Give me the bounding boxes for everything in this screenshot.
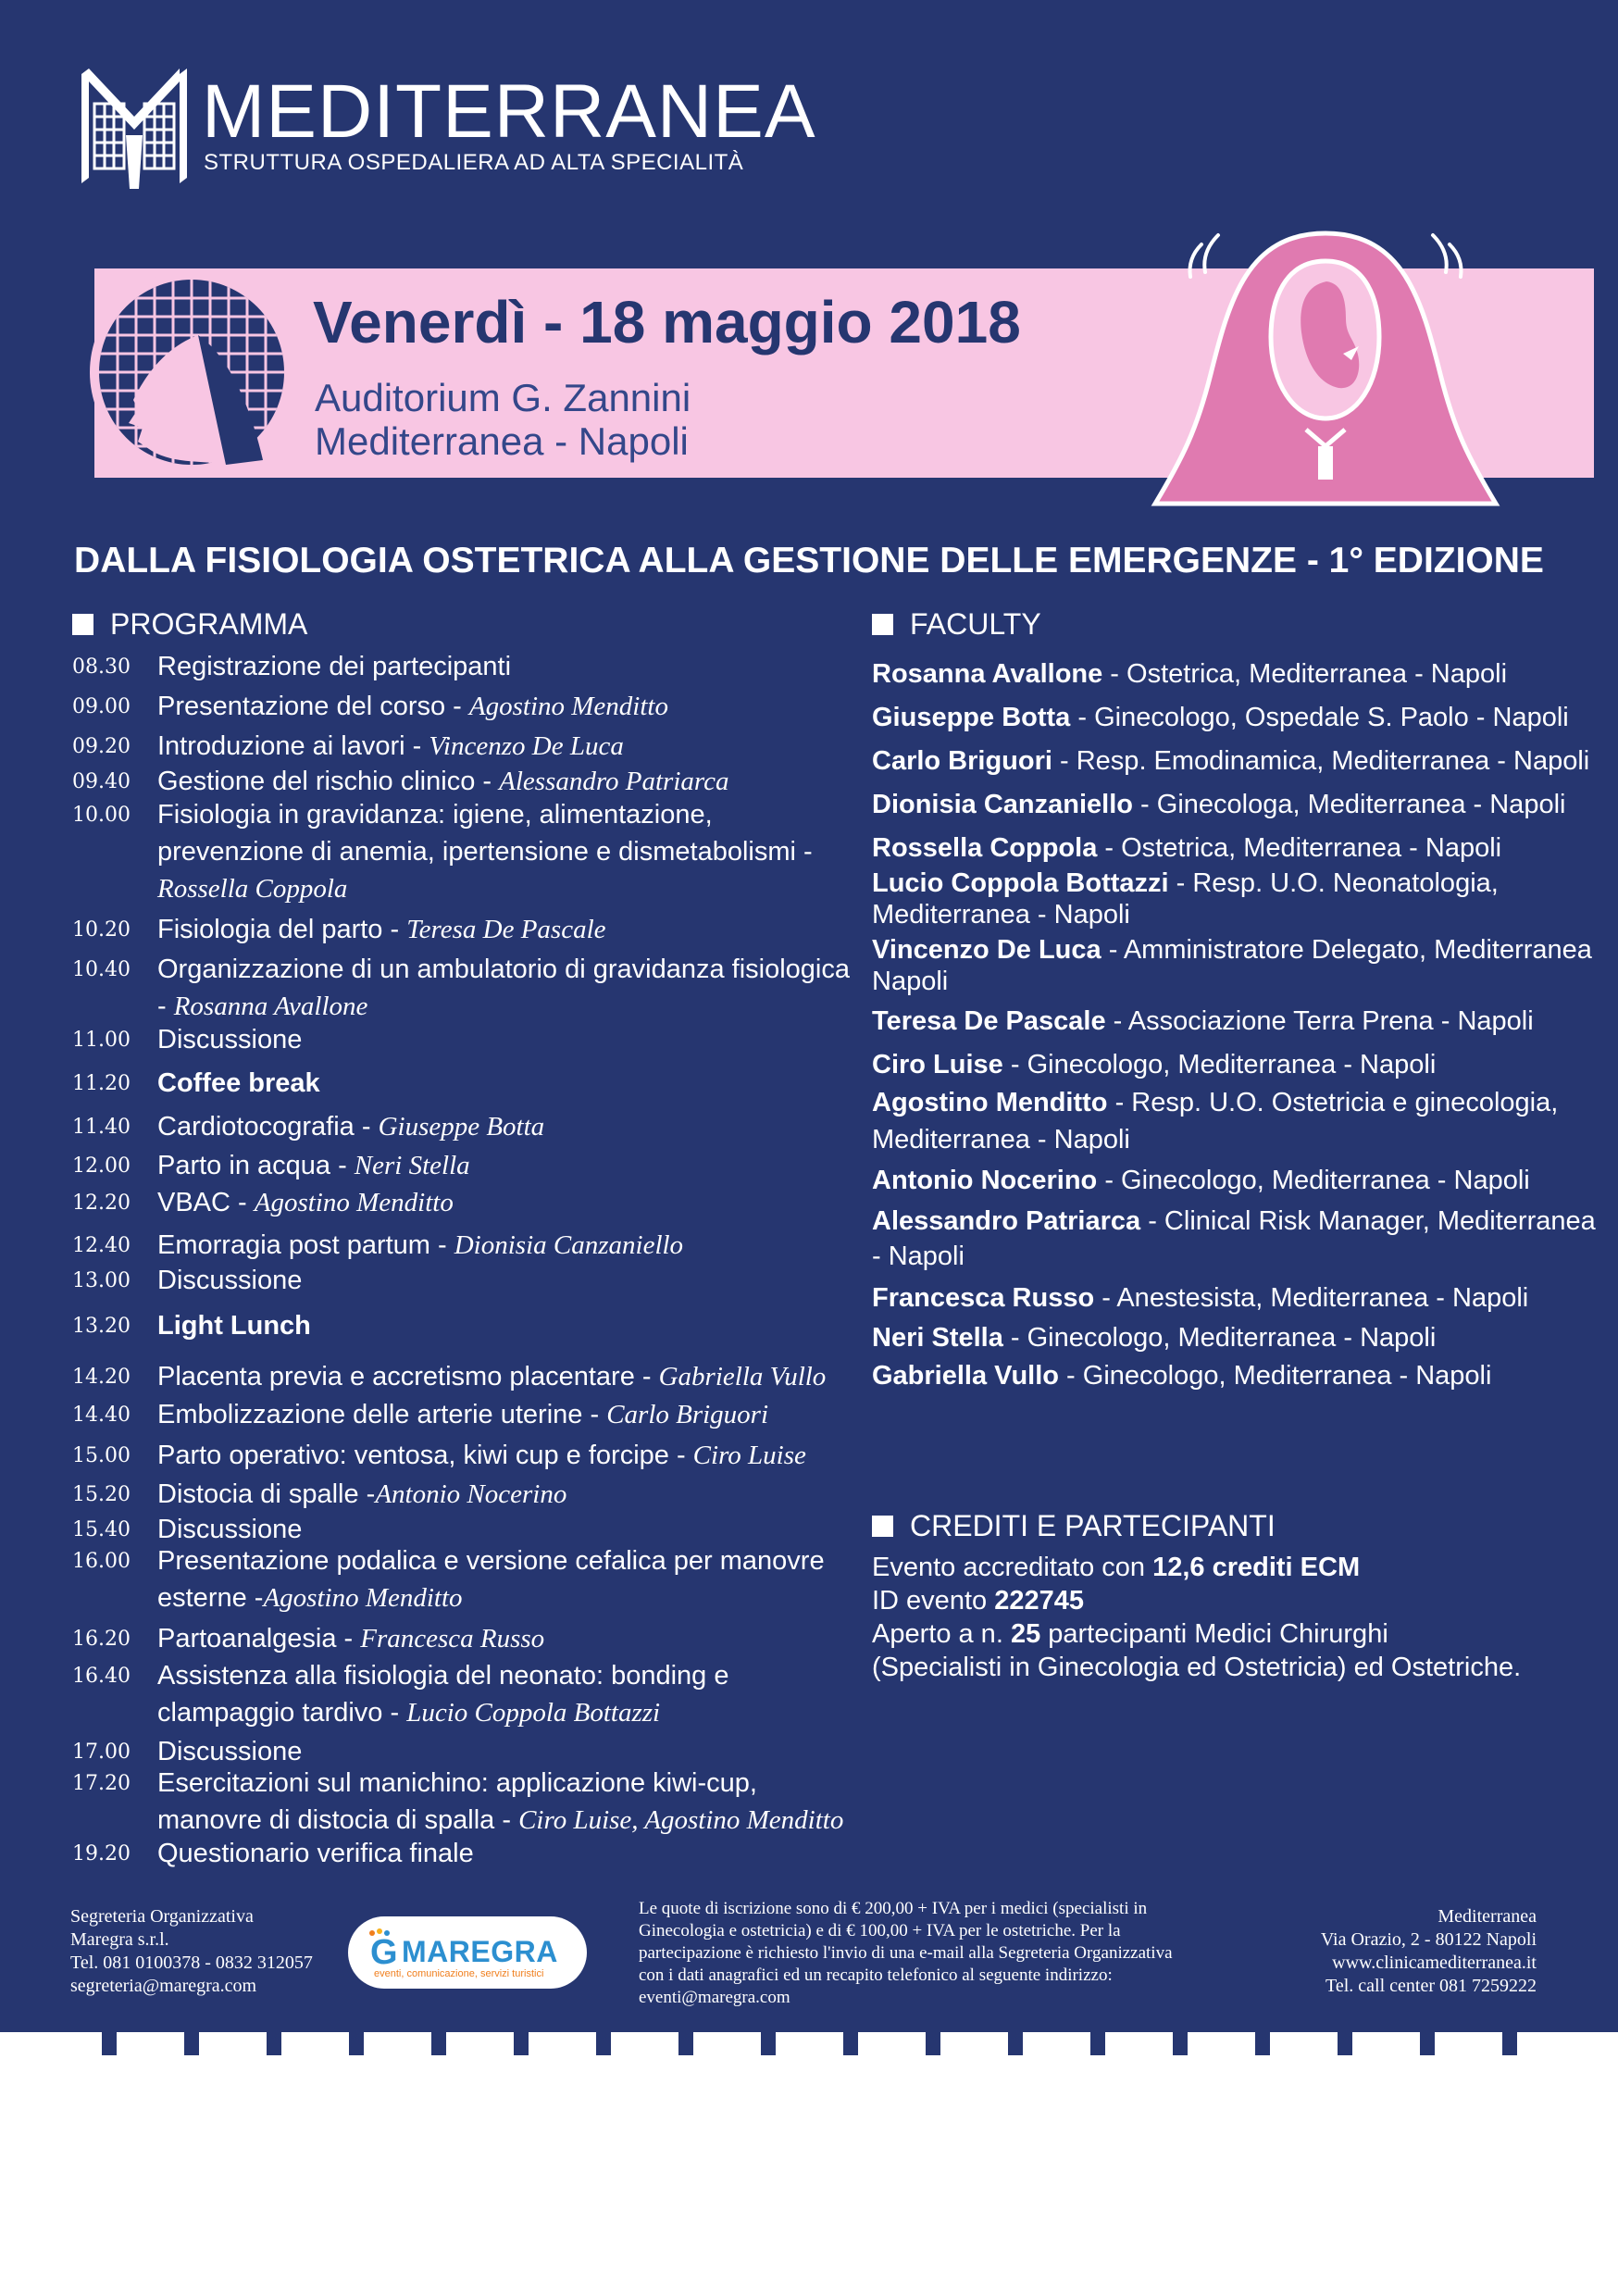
- crop-tick: [1173, 2030, 1188, 2055]
- footer-right-line: Via Orazio, 2 - 80122 Napoli: [1320, 1929, 1537, 1950]
- activity-text: Distocia di spalle -: [157, 1479, 376, 1509]
- footer-right-line: Tel. call center 081 7259222: [1326, 1976, 1537, 1996]
- faculty-role: - Resp. U.O. Ostetricia e ginecologia, Mediterranea - Napoli: [872, 1088, 1559, 1154]
- faculty-name: Neri Stella: [872, 1323, 1003, 1353]
- activity-text: Discussione: [157, 1266, 303, 1295]
- participants-prefix: Aperto a n.: [872, 1619, 1011, 1649]
- program-time: 09.20: [72, 735, 131, 758]
- maregra-logo: [348, 1916, 587, 1989]
- page-margin: [0, 2032, 1618, 2296]
- crop-tick: [431, 2030, 446, 2055]
- program-activity: [157, 796, 850, 907]
- crop-tick: [349, 2030, 364, 2055]
- program-row: [72, 796, 850, 907]
- faculty-name: Lucio Coppola Bottazzi: [872, 868, 1169, 898]
- credits-block: [872, 1551, 1594, 1684]
- participants-count: 25: [1010, 1619, 1041, 1649]
- credits-accredited: [872, 1551, 1594, 1584]
- program-row: [72, 1147, 850, 1184]
- credits-heading-label: CREDITI E PARTECIPANTI: [910, 1509, 1276, 1542]
- program-row: [72, 648, 850, 685]
- crop-tick: [1338, 2030, 1352, 2055]
- program-activity: [157, 1657, 850, 1731]
- faculty-name: Dionisia Canzaniello: [872, 790, 1133, 819]
- bell-fetus-icon: [1137, 207, 1514, 513]
- activity-text: Organizzazione di un ambulatorio di gravidanza fisiologica -: [157, 955, 850, 1021]
- footer-right-line: www.clinicamediterranea.it: [1332, 1953, 1537, 1973]
- program-activity: [157, 1262, 850, 1299]
- speaker-name: Carlo Briguori: [606, 1400, 769, 1429]
- faculty-member: [872, 867, 1603, 930]
- program-row: [72, 1065, 850, 1102]
- event-id-label: ID evento: [872, 1586, 995, 1616]
- brand-name: MEDITERRANEA: [202, 69, 816, 154]
- program-activity: [157, 1396, 850, 1433]
- program-activity: [157, 911, 850, 948]
- program-time: 16.00: [72, 1550, 131, 1573]
- crop-tick: [761, 2030, 776, 2055]
- faculty-member: [872, 831, 1603, 866]
- brand-subtitle: STRUTTURA OSPEDALIERA AD ALTA SPECIALITÀ: [204, 150, 744, 175]
- faculty-member: [872, 788, 1603, 822]
- program-time: 09.00: [72, 695, 131, 718]
- square-bullet-icon: [872, 1516, 893, 1537]
- faculty-member: [872, 1164, 1603, 1198]
- program-heading: [72, 607, 307, 642]
- credits-specialists: (Specialisti in Ginecologia ed Ostetricia) ed Ostetriche.: [872, 1653, 1522, 1682]
- faculty-member: [872, 1048, 1603, 1082]
- program-activity: [157, 1542, 850, 1616]
- program-row: [72, 1657, 850, 1731]
- mediterranea-logo-icon: [81, 69, 187, 189]
- program-row: [72, 951, 850, 1025]
- maregra-tagline: eventi, comunicazione, servizi turistici: [374, 1968, 544, 1979]
- speaker-name: Ciro Luise: [692, 1441, 806, 1470]
- faculty-member: [872, 744, 1603, 779]
- program-row: [72, 1620, 850, 1657]
- program-time: 14.40: [72, 1404, 131, 1427]
- faculty-role: - Associazione Terra Prena - Napoli: [1105, 1006, 1534, 1036]
- organizing-secretariat: [70, 1905, 313, 1998]
- footer-left-line: Segreteria Organizzativa: [70, 1906, 254, 1927]
- faculty-role: - Ostetrica, Mediterranea - Napoli: [1102, 659, 1508, 689]
- program-time: 19.20: [72, 1842, 131, 1866]
- footer-left-line: Tel. 081 0100378 - 0832 312057: [70, 1953, 313, 1973]
- activity-text: Fisiologia del parto -: [157, 915, 407, 944]
- square-bullet-icon: [72, 614, 93, 635]
- program-time: 08.30: [72, 655, 131, 679]
- program-time: 15.40: [72, 1518, 131, 1541]
- faculty-name: Carlo Briguori: [872, 746, 1052, 776]
- program-time: 11.00: [72, 1029, 131, 1052]
- program-time: 11.40: [72, 1116, 131, 1139]
- credits-accredited-prefix: Evento accreditato con: [872, 1553, 1153, 1582]
- program-time: 15.00: [72, 1444, 131, 1467]
- crop-tick: [184, 2030, 199, 2055]
- activity-text: Placenta previa e accretismo placentare -: [157, 1362, 659, 1391]
- program-row: [72, 1437, 850, 1474]
- credits-ecm-value: 12,6 crediti ECM: [1152, 1553, 1361, 1582]
- program-time: 11.20: [72, 1072, 131, 1095]
- faculty-member: [872, 701, 1603, 735]
- faculty-member: [872, 934, 1603, 997]
- activity-text: Esercitazioni sul manichino: applicazione kiwi-cup, manovre di distocia di spalla -: [157, 1768, 757, 1835]
- activity-text: Introduzione ai lavori -: [157, 731, 429, 761]
- venue-line-1: Auditorium G. Zannini: [315, 376, 691, 419]
- program-time: 09.40: [72, 770, 131, 793]
- program-time: 17.00: [72, 1741, 131, 1764]
- program-time: 16.20: [72, 1628, 131, 1651]
- crop-tick: [267, 2030, 281, 2055]
- program-activity: [157, 1021, 850, 1058]
- program-time: 16.40: [72, 1665, 131, 1688]
- faculty-member: [872, 1084, 1603, 1158]
- activity-text: Embolizzazione delle arterie uterine -: [157, 1400, 607, 1429]
- program-row: [72, 763, 850, 800]
- program-activity: [157, 688, 850, 725]
- crop-ticks: [0, 2030, 1618, 2058]
- program-row: [72, 1358, 850, 1395]
- faculty-role: - Ginecologo, Mediterranea - Napoli: [1097, 1166, 1530, 1195]
- faculty-member: [872, 1321, 1603, 1355]
- program-activity: [157, 1184, 850, 1221]
- crop-tick: [843, 2030, 858, 2055]
- faculty-name: Giuseppe Botta: [872, 703, 1071, 732]
- footer-left-line: Maregra s.r.l.: [70, 1929, 169, 1950]
- program-row: [72, 728, 850, 765]
- faculty-role: - Clinical Risk Manager, Mediterranea - Napoli: [872, 1206, 1596, 1271]
- activity-text: Discussione: [157, 1515, 303, 1544]
- faculty-role: - Ginecologo, Mediterranea - Napoli: [1002, 1323, 1437, 1353]
- program-row: [72, 1227, 850, 1264]
- faculty-role: - Amministratore Delegato, Mediterranea Napoli: [872, 935, 1592, 996]
- crop-tick: [926, 2030, 940, 2055]
- credits-event-id: [872, 1584, 1594, 1617]
- hospital-contacts: [1321, 1905, 1537, 1998]
- speaker-name: Teresa De Pascale: [406, 915, 606, 944]
- speaker-name: Francesca Russo: [360, 1624, 545, 1653]
- speaker-name: Antonio Nocerino: [375, 1479, 567, 1509]
- speaker-name: Dionisia Canzaniello: [454, 1230, 684, 1260]
- maregra-g-icon: G: [370, 1933, 398, 1972]
- crop-tick: [678, 2030, 693, 2055]
- program-time: 14.20: [72, 1366, 131, 1389]
- crop-tick: [1090, 2030, 1105, 2055]
- program-activity: [157, 763, 850, 800]
- faculty-role: - Resp. U.O. Neonatologia, Mediterranea - Napoli: [872, 868, 1499, 930]
- program-time: 10.20: [72, 918, 131, 942]
- speaker-name: Agostino Menditto: [263, 1583, 463, 1613]
- program-activity: [157, 1620, 850, 1657]
- activity-text: Gestione del rischio clinico -: [157, 767, 500, 796]
- program-activity: [157, 1147, 850, 1184]
- faculty-name: Agostino Menditto: [872, 1088, 1108, 1117]
- faculty-heading-label: FACULTY: [910, 607, 1041, 641]
- square-bullet-icon: [872, 614, 893, 635]
- speaker-name: Alessandro Patriarca: [499, 767, 729, 796]
- crop-tick: [596, 2030, 611, 2055]
- crop-tick: [102, 2030, 117, 2055]
- faculty-role: - Ginecologo, Mediterranea - Napoli: [1058, 1361, 1492, 1391]
- activity-text: Registrazione dei partecipanti: [157, 652, 512, 681]
- program-activity: [157, 1227, 850, 1264]
- program-time: 10.00: [72, 804, 131, 827]
- program-activity: [157, 1476, 850, 1513]
- faculty-name: Ciro Luise: [872, 1050, 1003, 1079]
- faculty-role: - Ginecologa, Mediterranea - Napoli: [1133, 790, 1566, 819]
- program-row: [72, 1542, 850, 1616]
- program-row: [72, 1021, 850, 1058]
- program-time: 12.40: [72, 1234, 131, 1257]
- program-activity: [157, 728, 850, 765]
- program-activity: [157, 1108, 850, 1145]
- program-list: [72, 648, 850, 1872]
- activity-text: Questionario verifica finale: [157, 1839, 474, 1868]
- program-row: [72, 1262, 850, 1299]
- participants-suffix: partecipanti Medici Chirurghi: [1040, 1619, 1388, 1649]
- faculty-name: Rosanna Avallone: [872, 659, 1103, 689]
- program-activity: [157, 1765, 850, 1839]
- speaker-name: Giuseppe Botta: [378, 1112, 545, 1142]
- program-row: [72, 1184, 850, 1221]
- program-time: 12.20: [72, 1192, 131, 1215]
- speaker-name: Rosanna Avallone: [173, 992, 368, 1021]
- speaker-name: Ciro Luise, Agostino Menditto: [518, 1805, 844, 1835]
- faculty-name: Gabriella Vullo: [872, 1361, 1059, 1391]
- activity-text: Discussione: [157, 1025, 303, 1054]
- activity-text: Coffee break: [157, 1068, 320, 1098]
- program-time: 10.40: [72, 958, 131, 981]
- speaker-name: Vincenzo De Luca: [429, 731, 624, 761]
- program-row: [72, 911, 850, 948]
- activity-text: VBAC -: [157, 1188, 255, 1217]
- crop-tick: [1502, 2030, 1517, 2055]
- program-time: 12.00: [72, 1154, 131, 1178]
- speaker-name: Agostino Menditto: [254, 1188, 454, 1217]
- program-row: [72, 1835, 850, 1872]
- program-activity: [157, 648, 850, 685]
- faculty-member: [872, 1281, 1603, 1316]
- activity-text: Emorragia post partum -: [157, 1230, 454, 1260]
- activity-text: Discussione: [157, 1737, 303, 1766]
- crop-tick: [514, 2030, 529, 2055]
- event-date: Venerdì - 18 maggio 2018: [313, 289, 1021, 356]
- faculty-member: [872, 1004, 1603, 1039]
- program-row: [72, 1765, 850, 1839]
- faculty-name: Alessandro Patriarca: [872, 1206, 1141, 1236]
- program-row: [72, 1307, 850, 1344]
- crop-tick: [1008, 2030, 1023, 2055]
- program-activity: [157, 1307, 850, 1344]
- program-time: 13.00: [72, 1269, 131, 1292]
- activity-text: Fisiologia in gravidanza: igiene, alimentazione, prevenzione di anemia, ipertensione e dismetabolismi -: [157, 800, 813, 867]
- speaker-name: Lucio Coppola Bottazzi: [406, 1698, 661, 1728]
- faculty-heading: [872, 607, 1041, 642]
- faculty-name: Teresa De Pascale: [872, 1006, 1106, 1036]
- program-activity: [157, 1358, 850, 1395]
- faculty-role: - Ginecologo, Mediterranea - Napoli: [1002, 1050, 1437, 1079]
- program-row: [72, 1396, 850, 1433]
- course-title: DALLA FISIOLOGIA OSTETRICA ALLA GESTIONE DELLE EMERGENZE - 1° EDIZIONE: [74, 541, 1544, 580]
- program-row: [72, 1108, 850, 1145]
- crop-tick: [1255, 2030, 1270, 2055]
- activity-text: Parto in acqua -: [157, 1151, 355, 1180]
- program-activity: [157, 1065, 850, 1102]
- credits-heading: [872, 1509, 1276, 1543]
- faculty-role: - Resp. Emodinamica, Mediterranea - Napoli: [1052, 746, 1590, 776]
- venue-line-2: Mediterranea - Napoli: [315, 419, 689, 463]
- faculty-name: Rossella Coppola: [872, 833, 1098, 863]
- footer-left-line: segreteria@maregra.com: [70, 1976, 257, 1996]
- faculty-role: - Ostetrica, Mediterranea - Napoli: [1097, 833, 1502, 863]
- faculty-member: [872, 1204, 1603, 1274]
- speaker-name: Rossella Coppola: [157, 874, 348, 904]
- program-time: 13.20: [72, 1315, 131, 1338]
- maregra-name: MAREGRA: [402, 1935, 558, 1968]
- faculty-member: [872, 657, 1603, 692]
- program-time: 17.20: [72, 1772, 131, 1795]
- faculty-name: Antonio Nocerino: [872, 1166, 1098, 1195]
- activity-text: Partoanalgesia -: [157, 1624, 361, 1653]
- activity-text: Presentazione del corso -: [157, 692, 469, 721]
- program-heading-label: PROGRAMMA: [110, 607, 308, 641]
- woman-profile-globe-icon: [87, 261, 296, 483]
- faculty-role: - Ginecologo, Ospedale S. Paolo - Napoli: [1070, 703, 1569, 732]
- footer-right-line: Mediterranea: [1438, 1906, 1537, 1927]
- credits-participants: [872, 1617, 1594, 1651]
- activity-text: Presentazione podalica e versione cefalica per manovre esterne -: [157, 1546, 825, 1613]
- faculty-name: Vincenzo De Luca: [872, 935, 1101, 965]
- speaker-name: Neri Stella: [354, 1151, 470, 1180]
- speaker-name: Agostino Menditto: [468, 692, 668, 721]
- program-row: [72, 688, 850, 725]
- faculty-list: [872, 657, 1603, 1393]
- program-activity: [157, 1835, 850, 1872]
- faculty-name: Francesca Russo: [872, 1283, 1095, 1313]
- program-activity: [157, 951, 850, 1025]
- speaker-name: Gabriella Vullo: [658, 1362, 827, 1391]
- program-row: [72, 1476, 850, 1513]
- event-id-value: 222745: [994, 1586, 1084, 1616]
- crop-tick: [1420, 2030, 1435, 2055]
- program-time: 15.20: [72, 1483, 131, 1506]
- faculty-role: - Anestesista, Mediterranea - Napoli: [1094, 1283, 1529, 1313]
- activity-text: Parto operativo: ventosa, kiwi cup e forcipe -: [157, 1441, 693, 1470]
- program-activity: [157, 1437, 850, 1474]
- registration-fees: Le quote di iscrizione sono di € 200,00 + IVA per i medici (specialisti in Ginecologia e ostetricia) e di € 100,00 + IVA per le ostetriche. Per la partecipazione è richiesto l'invio di una e-mail alla Segreteria Organizzativa con i dati anagrafici ed un recapito telefonico al seguente indirizzo: eventi@maregra.com: [639, 1899, 1173, 2007]
- activity-text: Cardiotocografia -: [157, 1112, 379, 1142]
- faculty-member: [872, 1359, 1603, 1393]
- activity-text: Assistenza alla fisiologia del neonato: bonding e clampaggio tardivo -: [157, 1661, 729, 1728]
- activity-text: Light Lunch: [157, 1311, 311, 1341]
